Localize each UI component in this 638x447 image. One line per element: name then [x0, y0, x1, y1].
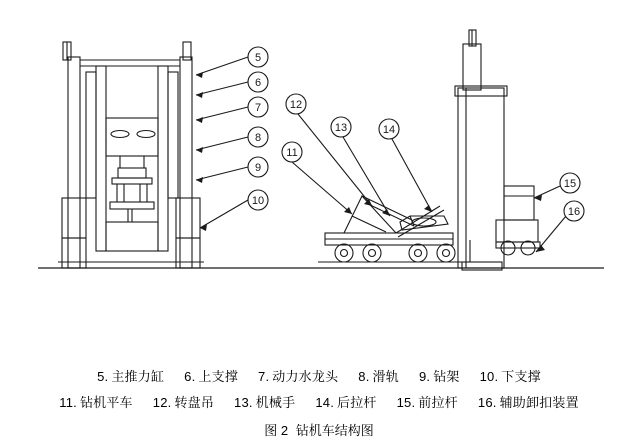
callout-label-7: 7: [254, 102, 262, 114]
right-base-plate: [462, 262, 502, 270]
legend-label-15: 前拉杆: [418, 395, 458, 410]
callout-8: [248, 127, 268, 147]
callout-label-8: 8: [254, 132, 262, 144]
right-tower-cylinder: [463, 44, 481, 90]
power-swivel-flange: [112, 178, 152, 184]
left-mast-column: [68, 57, 80, 268]
callout-label-16: 16: [567, 206, 581, 218]
legend-num-5: 5.: [97, 369, 109, 384]
legend-item-8: [358, 366, 399, 385]
legend-label-5: 主推力缸: [111, 369, 165, 384]
right-tower-body: [458, 88, 504, 268]
callout-15: [560, 173, 580, 193]
right-side-base: [496, 220, 538, 242]
left-lower-support: [62, 198, 86, 238]
callout-label-5: 5: [254, 52, 262, 64]
legend-item-10: [480, 366, 541, 385]
legend-label-12: 转盘吊: [174, 395, 215, 410]
figure-caption-title: 钻机车结构图: [295, 423, 374, 438]
leader-6: [196, 82, 248, 95]
callout-label-11: 11: [286, 147, 298, 159]
power-swivel-housing: [117, 184, 147, 202]
legend-label-7: 动力水龙头: [272, 369, 339, 384]
right-side-box: [504, 186, 534, 220]
slide-rail-left: [96, 66, 106, 251]
trolley-wheel-4: [437, 244, 455, 262]
leader-7: [196, 107, 248, 120]
callout-label-6: 6: [254, 77, 262, 89]
legend-item-12: [153, 392, 214, 411]
legend-num-9: 9.: [418, 369, 431, 384]
leader-14: [392, 139, 432, 212]
callout-label-14: 14: [382, 124, 396, 136]
legend-label-14: 后拉杆: [337, 395, 377, 410]
legend-row-1: [0, 366, 638, 385]
legend-num-10: 10.: [479, 369, 499, 384]
trolley-wheel-3: [409, 244, 427, 262]
callout-label-10: 10: [251, 195, 265, 207]
legend-num-12: 12.: [152, 395, 172, 410]
callout-9: [248, 157, 268, 177]
callout-10: [248, 190, 268, 210]
legend-item-11: [59, 392, 133, 411]
legend-item-13: [234, 392, 295, 411]
legend-label-9: 钻架: [433, 369, 460, 384]
legend-label-6: 上支撑: [198, 369, 239, 384]
right-mast-column: [180, 57, 192, 268]
leader-9: [196, 167, 248, 180]
callout-16: [564, 201, 584, 221]
main-thrust-cylinder-right: [168, 72, 178, 198]
legend-row-2: [0, 392, 638, 411]
callout-6: [248, 72, 268, 92]
legend-num-8: 8.: [358, 369, 370, 384]
mast-lower-box: [106, 222, 158, 251]
legend-item-14: [315, 392, 376, 411]
callout-12: [286, 94, 306, 114]
callout-label-9: 9: [254, 162, 262, 174]
upper-support-hole-right: [137, 131, 155, 138]
legend-label-16: 辅助卸扣装置: [499, 395, 579, 410]
legend-item-16: [478, 392, 579, 411]
legend-label-13: 机械手: [255, 395, 296, 410]
slide-rail-right: [158, 66, 168, 251]
trolley-wheel-1: [335, 244, 353, 262]
legend-label-11: 钻机平车: [79, 395, 133, 410]
legend-item-5: [97, 366, 164, 385]
left-lower-support-base: [62, 238, 86, 268]
figure-caption-label: 图 2: [264, 423, 289, 438]
main-thrust-cylinder-left: [86, 72, 96, 198]
leader-15: [534, 186, 560, 198]
legend-num-11: 11.: [59, 395, 77, 410]
callout-label-12: 12: [289, 99, 303, 111]
callout-label-15: 15: [563, 178, 577, 190]
callout-5: [248, 47, 268, 67]
callout-14: [379, 119, 399, 139]
legend-item-7: [258, 366, 338, 385]
leader-5: [196, 57, 248, 75]
callout-7: [248, 97, 268, 117]
callout-11: [282, 142, 302, 162]
legend-num-16: 16.: [477, 395, 497, 410]
legend-num-6: 6.: [184, 369, 196, 384]
manipulator-arm-upper: [362, 196, 412, 220]
manipulator-arm-lower: [366, 203, 414, 226]
legend-num-7: 7.: [258, 369, 270, 384]
callout-label-13: 13: [334, 122, 348, 134]
leader-10: [200, 200, 248, 228]
legend-num-14: 14.: [315, 395, 334, 410]
figure-caption: [0, 420, 638, 439]
legend-num-15: 15.: [396, 395, 416, 410]
legend-label-10: 下支撑: [501, 369, 541, 384]
callout-13: [331, 117, 351, 137]
power-swivel-neck: [120, 156, 144, 168]
legend-item-9: [419, 366, 460, 385]
legend-num-13: 13.: [234, 395, 253, 410]
trolley-wheel-2: [363, 244, 381, 262]
power-swivel-base-plate: [110, 202, 154, 209]
legend-item-6: [184, 366, 238, 385]
manipulator-brace: [352, 216, 386, 232]
legend-item-15: [397, 392, 458, 411]
power-swivel-body: [118, 168, 146, 178]
upper-support-hole-left: [111, 131, 129, 138]
legend-label-8: 滑轨: [372, 369, 399, 384]
leader-8: [196, 137, 248, 150]
